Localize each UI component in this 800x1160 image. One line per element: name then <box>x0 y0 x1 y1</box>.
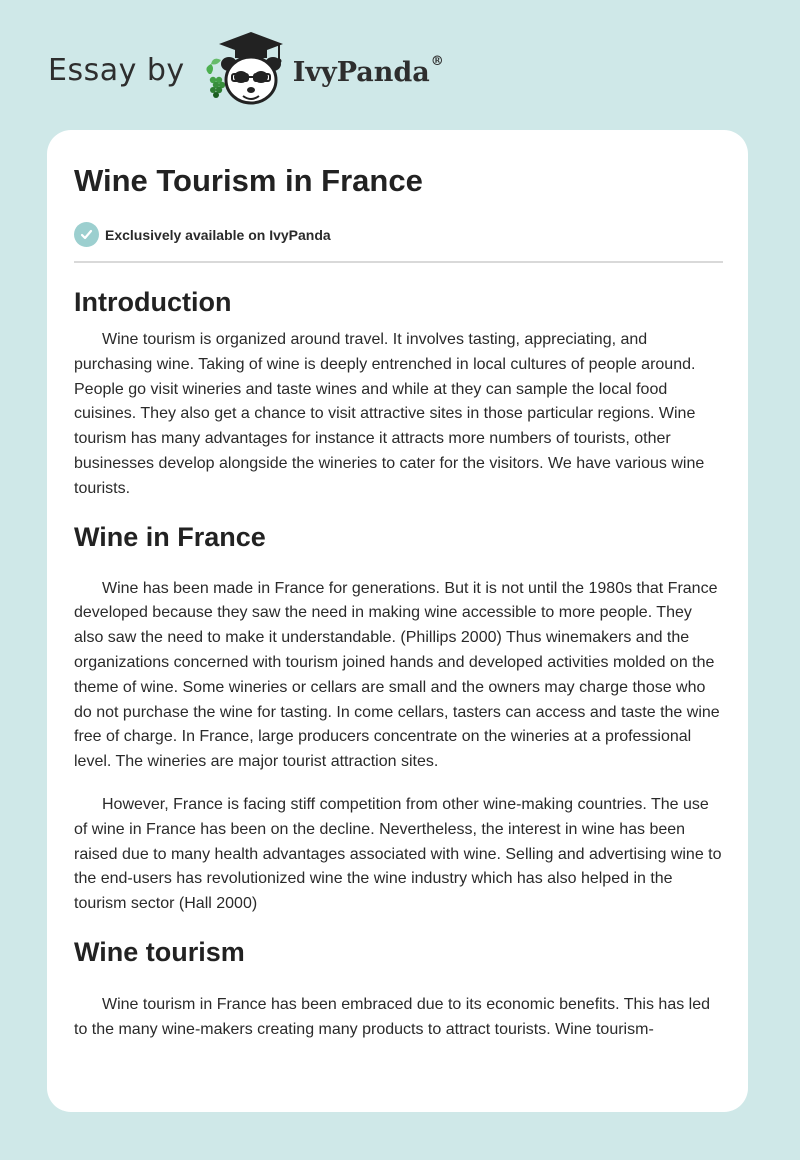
check-circle-icon <box>74 222 99 247</box>
essay-body <box>74 280 723 1043</box>
essay-title: Wine Tourism in France <box>74 163 423 198</box>
exclusive-badge <box>74 222 331 247</box>
site-header <box>48 30 568 110</box>
brand-name-text: IvyPanda <box>292 56 430 88</box>
essay-by-label: Essay by <box>48 52 185 88</box>
section-heading-introduction: Introduction <box>74 287 232 317</box>
registered-mark: ® <box>430 53 444 69</box>
paragraph-wine-tourism: Wine tourism in France has been embraced due to its economic benefits. This has led to the many wine-makers creating many products to attract tourists. Wine tourism- <box>74 995 711 1038</box>
essay-card <box>47 130 748 1112</box>
section-heading-wine-in-france: Wine in France <box>74 521 266 552</box>
section-heading-wine-tourism: Wine tourism <box>74 936 245 967</box>
paragraph-introduction: Wine tourism is organized around travel. It involves tasting, appreciating, and purchasing wine. Taking of wine is deeply entrenched in local cultures of people around. People go visit wineries and taste wines and while at they can sample the local food cuisines. They also get a chance to visit attractive sites in those particular regions. Wine tourism has many advantages for instance it attracts more numbers of tourists, other businesses develop alongside the wineries to cater for the visitors. We have various wine tourists. <box>74 331 705 497</box>
paragraph-wine-in-france-2: However, France is facing stiff competition from other wine-making countries. The use of wine in France has been on the decline. Nevertheless, the interest in wine has been raised due to many health advantages associated with wine. Selling and advertising wine to the end-users has revolutionized wine the wine industry which has also helped in the tourism sector (Hall 2000) <box>74 795 722 913</box>
title-divider <box>74 261 723 263</box>
paragraph-wine-in-france-1: Wine has been made in France for generations. But it is not until the 1980s that France developed because they saw the need in making wine accessible to more people. They also saw the need to make it understandable. (Phillips 2000) Thus winemakers and the organizations concerned with tourism joined hands and developed activities molded on the theme of wine. Some wineries or cellars are small and the owners may charge those who do not purchase the wine for tasting. In come cellars, tasters can access and taste the wine free of charge. In France, large producers concentrate on the wineries at a professional level. The wineries are major tourist attraction sites. <box>74 579 720 771</box>
ivypanda-brand[interactable] <box>292 53 444 88</box>
exclusive-badge-text: Exclusively available on IvyPanda <box>105 226 331 243</box>
panda-graduate-logo-icon[interactable] <box>199 30 287 110</box>
